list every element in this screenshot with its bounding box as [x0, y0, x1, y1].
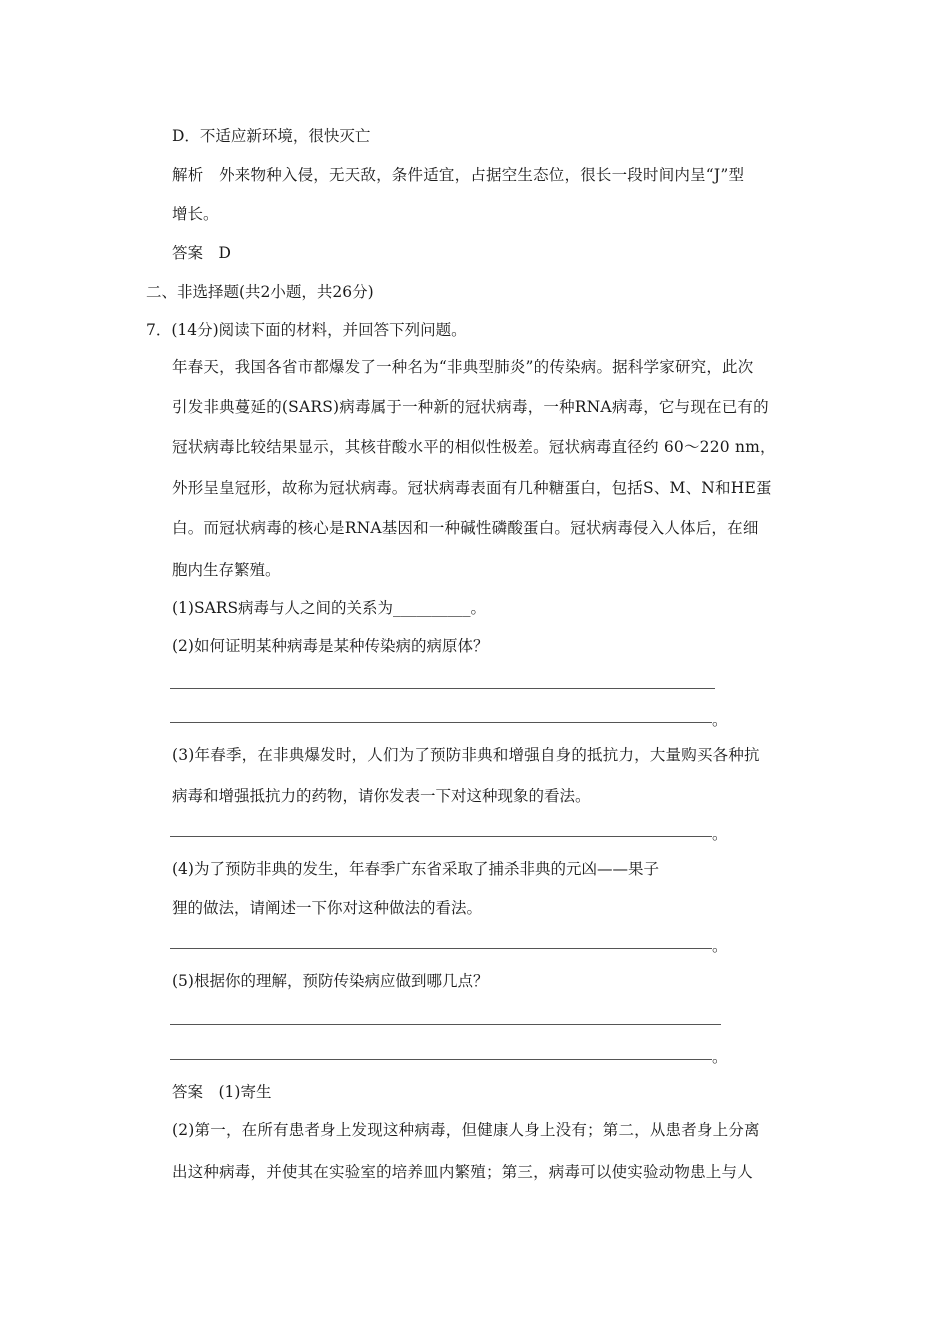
answer-line-1: 答案 (1)寄生 [172, 1083, 272, 1101]
answer-blank-line [170, 836, 712, 837]
sub-question-2: (2)如何证明某种病毒是某种传染病的病原体？ [172, 637, 489, 655]
sub-question-3-line-1: (3)年春季，在非典爆发时，人们为了预防非典和增强自身的抵抗力，大量购买各种抗 [172, 746, 760, 764]
material-line-5: 白。而冠状病毒的核心是RNA基因和一种碱性磷酸蛋白。冠状病毒侵入人体后，在细 [172, 519, 759, 537]
answer-blank-line [170, 722, 712, 723]
sub-question-3-line-2: 病毒和增强抵抗力的药物，请你发表一下对这种现象的看法。 [172, 787, 591, 805]
analysis-text-line-2: 增长。 [172, 205, 219, 223]
blank-period: 。 [712, 825, 728, 843]
answer-blank-line [170, 1059, 712, 1060]
material-line-4: 外形呈皇冠形，故称为冠状病毒。冠状病毒表面有几种糖蛋白，包括S、M、N和HE蛋 [172, 479, 772, 497]
material-line-1: 年春天，我国各省市都爆发了一种名为“非典型肺炎”的传染病。据科学家研究，此次 [172, 358, 754, 376]
sub-question-4-line-1: (4)为了预防非典的发生，年春季广东省采取了捕杀非典的元凶——果子 [172, 860, 659, 878]
blank-period: 。 [712, 937, 728, 955]
section-heading: 二、非选择题(共2小题，共26分) [146, 283, 374, 301]
blank-period: 。 [712, 711, 728, 729]
previous-answer: 答案 D [172, 244, 231, 262]
analysis-text-line-1: 解析 外来物种入侵，无天敌，条件适宜，占据空生态位，很长一段时间内呈“J”型 [172, 166, 745, 184]
material-line-3: 冠状病毒比较结果显示，其核苷酸水平的相似性极差。冠状病毒直径约 60～220 nm， [172, 438, 776, 456]
answer-blank-line [170, 1024, 721, 1025]
option-d: D．不适应新环境，很快灭亡 [172, 127, 371, 145]
sub-question-1: (1)SARS病毒与人之间的关系为__________。 [172, 599, 487, 617]
material-line-2: 引发非典蔓延的(SARS)病毒属于一种新的冠状病毒，一种RNA病毒，它与现在已有的 [172, 398, 769, 416]
answer-blank-line [170, 948, 712, 949]
blank-period: 。 [712, 1048, 728, 1066]
answer-line-2: (2)第一，在所有患者身上发现这种病毒，但健康人身上没有；第二，从患者身上分离 [172, 1121, 760, 1139]
question-7-title: 7．(14分)阅读下面的材料，并回答下列问题。 [146, 321, 467, 339]
material-line-6: 胞内生存繁殖。 [172, 561, 281, 579]
answer-line-3: 出这种病毒，并使其在实验室的培养皿内繁殖；第三，病毒可以使实验动物患上与人 [172, 1163, 753, 1181]
answer-blank-line [170, 688, 715, 689]
sub-question-5: (5)根据你的理解，预防传染病应做到哪几点？ [172, 972, 489, 990]
sub-question-4-line-2: 狸的做法，请阐述一下你对这种做法的看法。 [172, 899, 483, 917]
